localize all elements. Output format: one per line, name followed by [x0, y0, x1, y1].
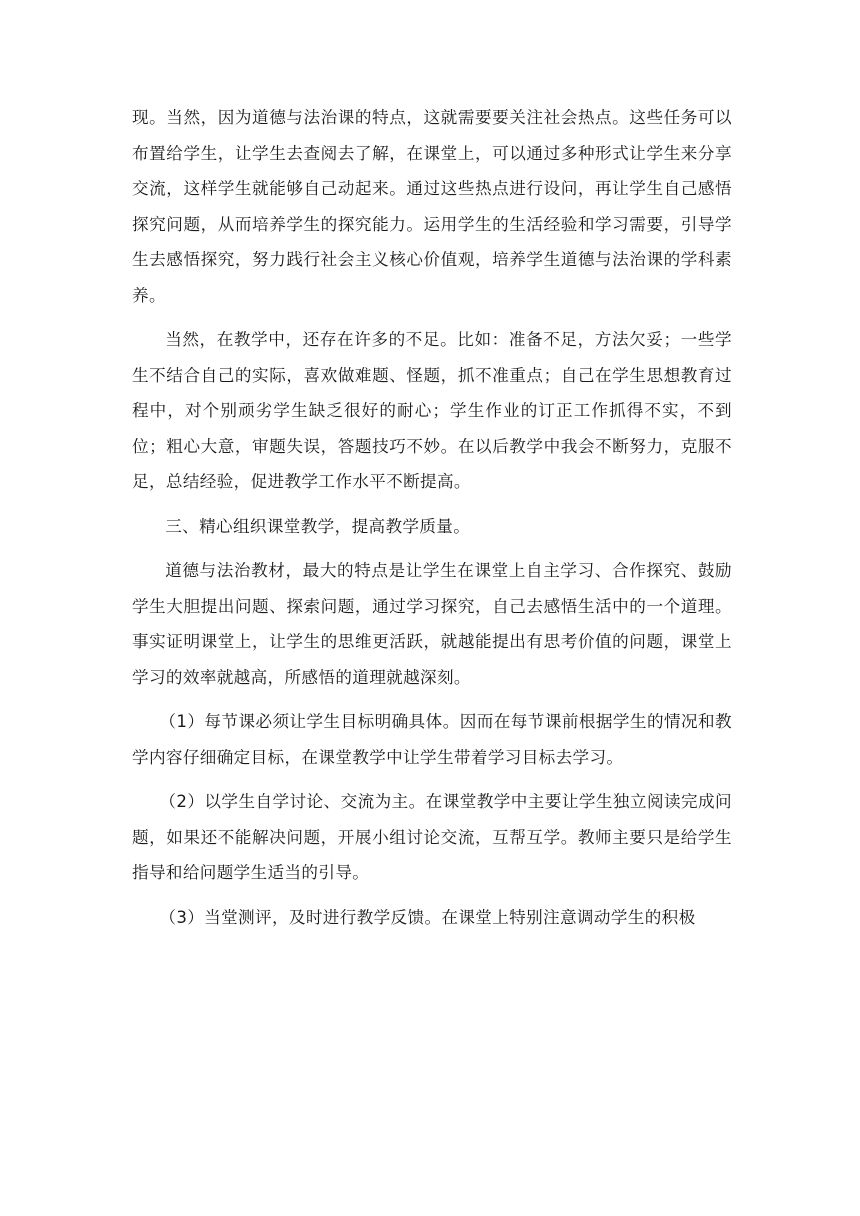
- section-heading-3: 三、精心组织课堂教学，提高教学质量。: [165, 516, 471, 536]
- paragraph-textbook-features: 道德与法治教材，最大的特点是让学生在课堂上自主学习、合作探究、鼓励学生大胆提出问题、探索问题，通过学习探究，自己去感悟生活中的一个道理。事实证明课堂上，让学生的思维更活跃，就越能提出有思考价值的问题，课堂上学习的效率就越高，所感悟的道理就越深刻。: [132, 561, 732, 687]
- list-item-1: （1）每节课必须让学生目标明确具体。因而在每节课前根据学生的情况和教学内容仔细确定目标，在课堂教学中让学生带着学习目标去学习。: [132, 712, 732, 767]
- list-item-3: （3）当堂测评，及时进行教学反馈。在课堂上特别注意调动学生的积极: [159, 907, 696, 927]
- paragraph-shortcomings: 当然，在教学中，还存在许多的不足。比如：准备不足，方法欠妥；一些学生不结合自己的实际，喜欢做难题、怪题，抓不准重点；自己在学生思想教育过程中，对个别顽劣学生缺乏很好的耐心；学生作业的订正工作抓得不实，不到位；粗心大意，审题失误，答题技巧不妙。在以后教学中我会不断努力，克服不足，总结经验，促进教学工作水平不断提高。: [132, 330, 732, 491]
- paragraph-continuation: 现。当然，因为道德与法治课的特点，这就需要要关注社会热点。这些任务可以布置给学生，让学生去查阅去了解，在课堂上，可以通过多种形式让学生来分享交流，这样学生就能够自己动起来。通过这些热点进行设问，再让学生自己感悟探究问题，从而培养学生的探究能力。运用学生的生活经验和学习需要，引导学生去感悟探究，努力践行社会主义核心价值观，培养学生道德与法治课的学科素养。: [132, 108, 732, 305]
- document-page: [132, 100, 732, 944]
- list-item-2: （2）以学生自学讨论、交流为主。在课堂教学中主要让学生独立阅读完成问题，如果还不能解决问题，开展小组讨论交流，互帮互学。教师主要只是给学生指导和给问题学生适当的引导。: [132, 792, 732, 882]
